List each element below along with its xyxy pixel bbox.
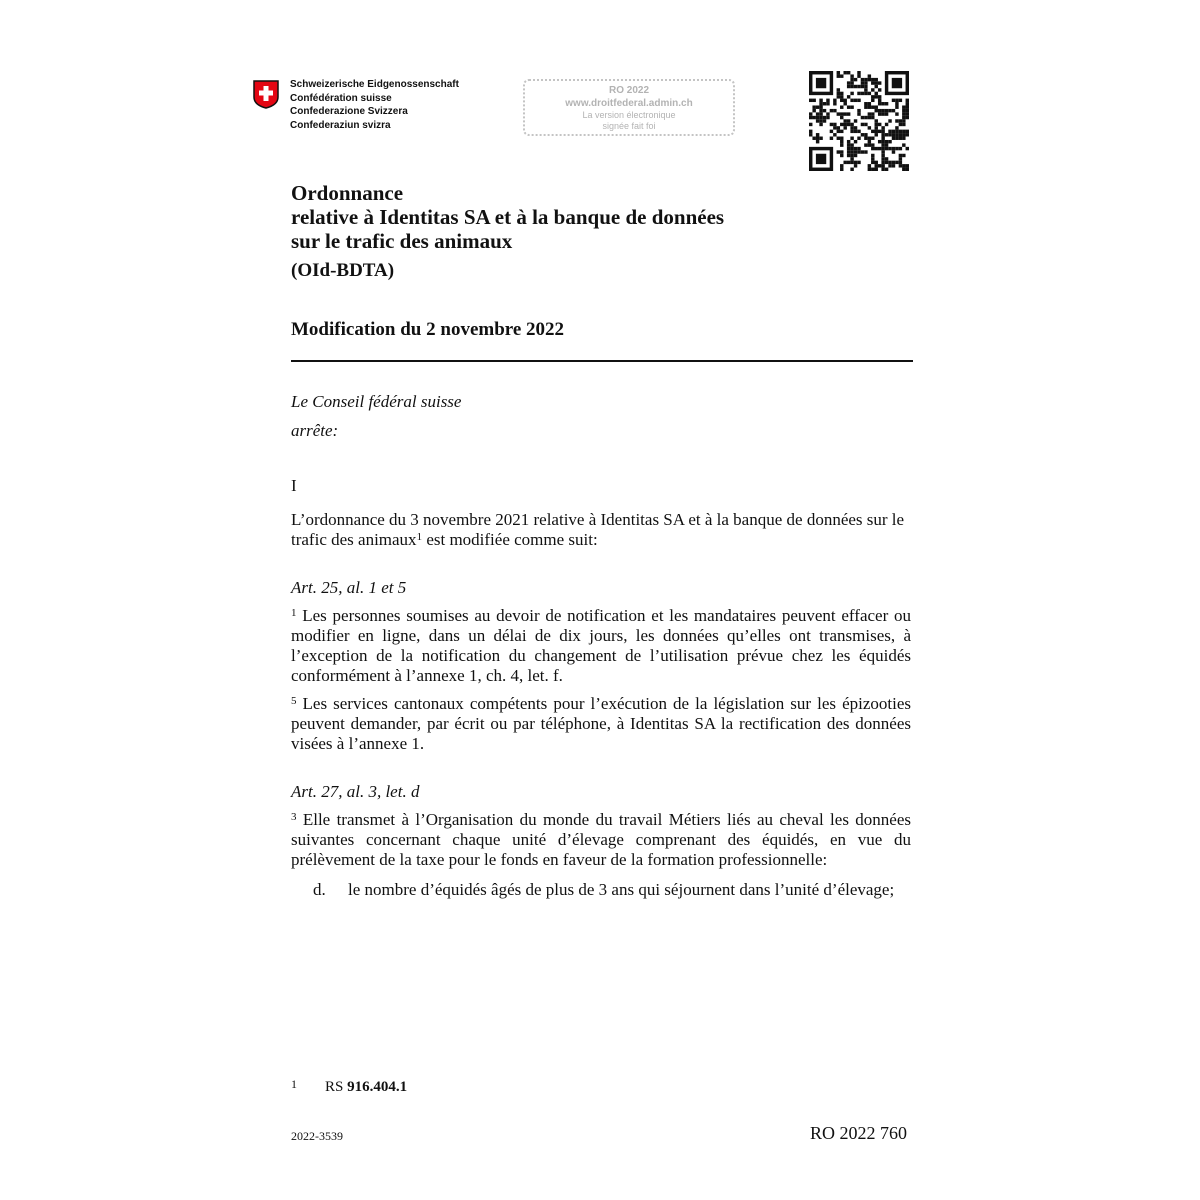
electronic-version-stamp — [523, 79, 735, 136]
header-divider — [291, 360, 913, 362]
article-27-paragraph-3 — [291, 810, 911, 870]
page-title — [291, 181, 724, 253]
decree-verb: arrête: — [291, 421, 339, 440]
title-line-1: Ordonnance — [291, 181, 404, 205]
list-item: le nombre d’équidés âgés de plus de 3 ans qui séjournent dans l’unité d’élevage; — [348, 880, 895, 899]
title-line-3: sur le trafic des animaux — [291, 229, 513, 253]
article-25-heading: Art. 25, al. 1 et 5 — [291, 578, 407, 597]
article-27-heading: Art. 27, al. 3, let. d — [291, 782, 420, 801]
modification-date: Modification du 2 novembre 2022 — [291, 319, 565, 340]
confederation-names — [290, 78, 459, 132]
paragraph-text: Elle transmet à l’Organisation du monde du travail Métiers liés au cheval les données suivantes concernant chaque unité d’élevage comprenant des équidés, en vue du prélèvement de la taxe pour le fonds en faveur de la formation professionnelle: — [291, 810, 911, 869]
stamp-ro: RO 2022 — [608, 85, 650, 96]
document-number: 2022-3539 — [291, 1129, 343, 1143]
paragraph-number: 5 — [291, 695, 297, 707]
footnote-prefix: RS — [325, 1079, 348, 1095]
paragraph-number: 1 — [291, 607, 297, 619]
confederation-name-it: Confederazione Svizzera — [290, 106, 408, 117]
intro-text-end: est modifiée comme suit: — [422, 530, 598, 549]
footnote-reference[interactable]: 916.404.1 — [347, 1079, 408, 1095]
confederation-name-de: Schweizerische Eidgenossenschaft — [290, 79, 459, 90]
official-compilation-number: RO 2022 760 — [810, 1123, 908, 1143]
stamp-note-1: La version électronique — [582, 110, 676, 120]
swiss-cross-icon — [252, 79, 280, 109]
intro-text: L’ordonnance du 3 novembre 2021 relative à Identitas SA et à la banque de données sur le trafic des animaux — [291, 510, 905, 549]
footnote-marker: 1 — [291, 1077, 297, 1091]
issuing-authority: Le Conseil fédéral suisse — [291, 392, 462, 411]
article-25-paragraph-5 — [291, 694, 911, 754]
section-number: I — [291, 476, 297, 495]
stamp-note-2: signée fait foi — [602, 121, 656, 131]
confederation-name-fr: Confédération suisse — [290, 92, 392, 104]
article-25-paragraph-1 — [291, 606, 911, 686]
intro-paragraph — [291, 510, 911, 550]
title-line-2: relative à Identitas SA et à la banque de données — [291, 205, 725, 229]
qr-code-icon — [809, 71, 909, 171]
footnote-text — [325, 1079, 407, 1096]
title-abbreviation: (OId-BDTA) — [291, 260, 395, 281]
paragraph-number: 3 — [291, 811, 297, 823]
footnote-ref-1[interactable]: 1 — [416, 531, 423, 543]
paragraph-text: Les services cantonaux compétents pour l’exécution de la législation sur les épizooties peuvent demander, par écrit ou par téléphone, à Identitas SA la rectification des données visées à l’annexe 1. — [291, 694, 911, 753]
stamp-url: www.droitfederal.admin.ch — [565, 98, 693, 109]
list-item-label: d. — [313, 880, 326, 899]
paragraph-text: Les personnes soumises au devoir de notification et les mandataires peuvent effacer ou modifier en ligne, dans un délai de dix jours, les données qu’elles ont transmises, à l’exception de la notification du changement de l’utilisation prévue chez les équidés conformément à l’annexe 1, ch. 4, let. f. — [291, 606, 911, 685]
confederation-name-rm: Confederaziun svizra — [290, 119, 391, 131]
